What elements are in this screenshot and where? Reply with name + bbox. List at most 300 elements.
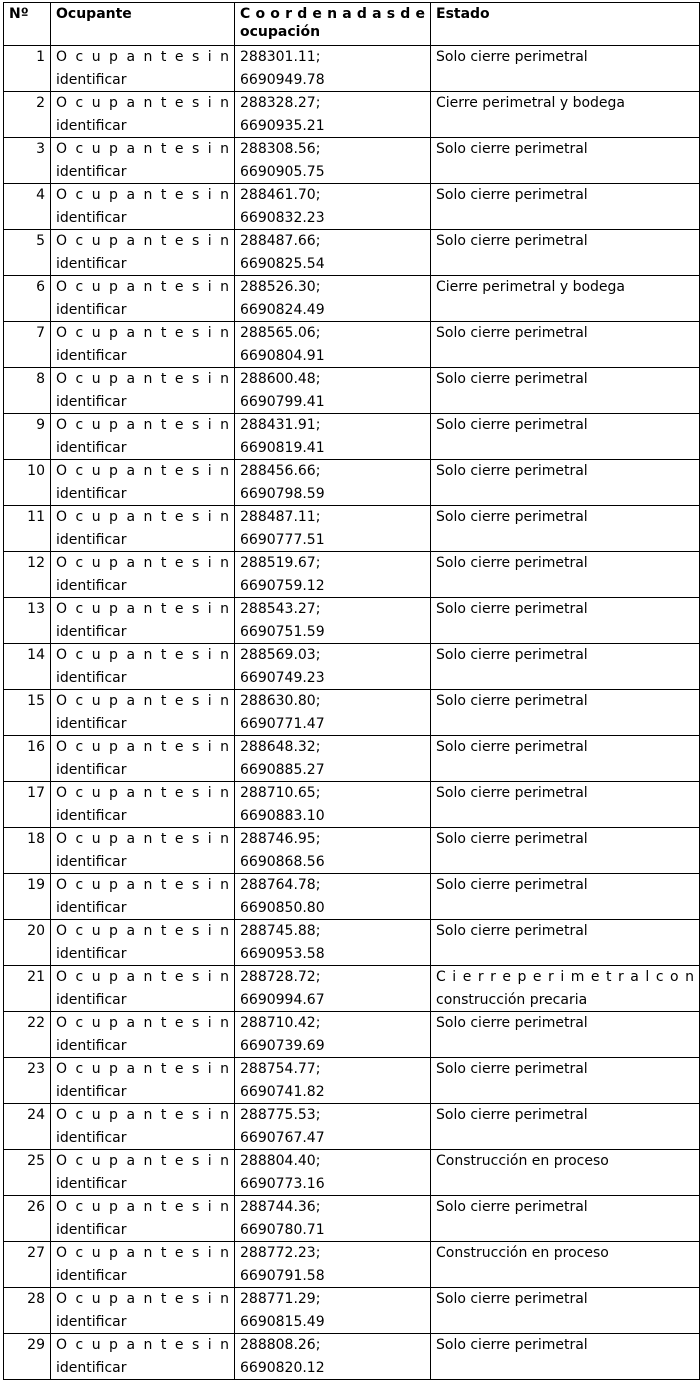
- occupant-line2: identificar: [56, 1221, 127, 1238]
- occupant-line2: identificar: [56, 899, 127, 916]
- occupant-line1: O c u p a n t e s i n: [56, 831, 229, 847]
- row-state: [431, 322, 700, 368]
- row-number: 25: [4, 1150, 51, 1196]
- occupant-line1: O c u p a n t e s i n: [56, 739, 229, 755]
- row-occupant: [51, 920, 235, 966]
- occupant-line1: O c u p a n t e s i n: [56, 463, 229, 479]
- coordinate-x: 288526.30;: [240, 279, 321, 295]
- occupant-line1: O c u p a n t e s i n: [56, 1337, 229, 1353]
- row-number: 10: [4, 460, 51, 506]
- occupant-line2: identificar: [56, 853, 127, 870]
- table-row: [4, 46, 700, 92]
- occupant-line1: O c u p a n t e s i n: [56, 1061, 229, 1077]
- state-line1: Solo cierre perimetral: [436, 1107, 588, 1123]
- coordinate-y: 6690759.12: [240, 577, 325, 594]
- occupant-line1: O c u p a n t e s i n: [56, 1107, 229, 1123]
- row-state: [431, 1104, 700, 1150]
- row-state: [431, 92, 700, 138]
- occupant-line2: identificar: [56, 301, 127, 318]
- occupant-line1: O c u p a n t e s i n: [56, 601, 229, 617]
- state-line1: Solo cierre perimetral: [436, 555, 588, 571]
- coordinate-x: 288431.91;: [240, 417, 321, 433]
- coordinate-x: 288710.42;: [240, 1015, 321, 1031]
- coordinate-y: 6690791.58: [240, 1267, 325, 1284]
- row-state: [431, 46, 700, 92]
- header-state: Estado: [431, 3, 700, 46]
- occupant-line1: O c u p a n t e s i n: [56, 1245, 229, 1261]
- row-number: 20: [4, 920, 51, 966]
- table-row: [4, 1058, 700, 1104]
- row-occupant: [51, 690, 235, 736]
- occupant-line2: identificar: [56, 255, 127, 272]
- row-state: [431, 506, 700, 552]
- coordinate-x: 288565.06;: [240, 325, 321, 341]
- occupant-line2: identificar: [56, 117, 127, 134]
- row-number: 27: [4, 1242, 51, 1288]
- occupant-line2: identificar: [56, 1313, 127, 1330]
- row-number: 3: [4, 138, 51, 184]
- row-state: [431, 782, 700, 828]
- state-line1: Solo cierre perimetral: [436, 325, 588, 341]
- coordinate-x: 288746.95;: [240, 831, 321, 847]
- coordinate-y: 6690850.80: [240, 899, 325, 916]
- state-line1: Solo cierre perimetral: [436, 739, 588, 755]
- row-occupant: [51, 322, 235, 368]
- row-number: 24: [4, 1104, 51, 1150]
- state-line1: Solo cierre perimetral: [436, 187, 588, 203]
- coordinate-x: 288775.53;: [240, 1107, 321, 1123]
- table-row: [4, 1012, 700, 1058]
- row-number: 1: [4, 46, 51, 92]
- row-state: [431, 138, 700, 184]
- row-number: 9: [4, 414, 51, 460]
- occupant-line1: O c u p a n t e s i n: [56, 141, 229, 157]
- table-row: [4, 460, 700, 506]
- coordinate-x: 288301.11;: [240, 49, 321, 65]
- row-occupant: [51, 1058, 235, 1104]
- occupant-line2: identificar: [56, 1267, 127, 1284]
- row-occupant: [51, 828, 235, 874]
- coordinate-y: 6690885.27: [240, 761, 325, 778]
- coordinate-y: 6690799.41: [240, 393, 325, 410]
- row-state: [431, 368, 700, 414]
- state-line1: Solo cierre perimetral: [436, 463, 588, 479]
- table-row: [4, 966, 700, 1012]
- coordinate-y: 6690767.47: [240, 1129, 325, 1146]
- row-occupant: [51, 966, 235, 1012]
- state-line1: Solo cierre perimetral: [436, 1337, 588, 1353]
- coordinate-x: 288771.29;: [240, 1291, 321, 1307]
- row-coordinates: [235, 1196, 431, 1242]
- row-state: [431, 276, 700, 322]
- row-number: 16: [4, 736, 51, 782]
- row-number: 5: [4, 230, 51, 276]
- row-number: 21: [4, 966, 51, 1012]
- coordinate-x: 288764.78;: [240, 877, 321, 893]
- table-row: [4, 138, 700, 184]
- state-line1: Solo cierre perimetral: [436, 601, 588, 617]
- row-coordinates: [235, 598, 431, 644]
- row-state: [431, 1058, 700, 1104]
- occupants-table: [3, 2, 700, 1380]
- row-state: [431, 230, 700, 276]
- row-number: 29: [4, 1334, 51, 1380]
- table-row: [4, 920, 700, 966]
- row-number: 18: [4, 828, 51, 874]
- state-line1: Solo cierre perimetral: [436, 877, 588, 893]
- occupant-line2: identificar: [56, 669, 127, 686]
- state-line1: Solo cierre perimetral: [436, 647, 588, 663]
- coordinate-x: 288328.27;: [240, 95, 321, 111]
- coordinate-x: 288461.70;: [240, 187, 321, 203]
- coordinate-x: 288745.88;: [240, 923, 321, 939]
- state-line1: Cierre perimetral y bodega: [436, 279, 626, 295]
- table-row: [4, 1288, 700, 1334]
- coordinate-x: 288744.36;: [240, 1199, 321, 1215]
- row-state: [431, 1242, 700, 1288]
- row-state: [431, 1012, 700, 1058]
- row-state: [431, 1288, 700, 1334]
- state-line1: Solo cierre perimetral: [436, 1199, 588, 1215]
- occupant-line2: identificar: [56, 945, 127, 962]
- table-row: [4, 1196, 700, 1242]
- row-occupant: [51, 46, 235, 92]
- coordinate-y: 6690777.51: [240, 531, 325, 548]
- row-occupant: [51, 1104, 235, 1150]
- row-coordinates: [235, 92, 431, 138]
- row-coordinates: [235, 552, 431, 598]
- coordinate-x: 288543.27;: [240, 601, 321, 617]
- row-number: 17: [4, 782, 51, 828]
- occupant-line1: O c u p a n t e s i n: [56, 969, 229, 985]
- table-row: [4, 368, 700, 414]
- row-number: 15: [4, 690, 51, 736]
- coordinate-y: 6690739.69: [240, 1037, 325, 1054]
- occupant-line1: O c u p a n t e s i n: [56, 1291, 229, 1307]
- occupant-line2: identificar: [56, 807, 127, 824]
- state-line1: Solo cierre perimetral: [436, 831, 588, 847]
- row-number: 7: [4, 322, 51, 368]
- occupant-line2: identificar: [56, 1037, 127, 1054]
- table-body: [4, 46, 700, 1380]
- coordinate-y: 6690883.10: [240, 807, 325, 824]
- occupant-line2: identificar: [56, 71, 127, 88]
- occupant-line2: identificar: [56, 209, 127, 226]
- coordinate-y: 6690825.54: [240, 255, 325, 272]
- table-row: [4, 598, 700, 644]
- coordinate-x: 288456.66;: [240, 463, 321, 479]
- state-line1: Construcción en proceso: [436, 1153, 609, 1169]
- coordinate-x: 288600.48;: [240, 371, 321, 387]
- row-state: [431, 874, 700, 920]
- coordinate-x: 288804.40;: [240, 1153, 321, 1169]
- state-line1: Solo cierre perimetral: [436, 141, 588, 157]
- table-row: [4, 414, 700, 460]
- occupant-line2: identificar: [56, 623, 127, 640]
- table-row: [4, 230, 700, 276]
- row-state: [431, 1334, 700, 1380]
- coordinate-y: 6690994.67: [240, 991, 325, 1008]
- table-row: [4, 184, 700, 230]
- state-line1: Solo cierre perimetral: [436, 49, 588, 65]
- row-coordinates: [235, 46, 431, 92]
- state-line1: Solo cierre perimetral: [436, 1015, 588, 1031]
- row-state: [431, 1150, 700, 1196]
- coordinate-x: 288487.66;: [240, 233, 321, 249]
- row-coordinates: [235, 920, 431, 966]
- table-row: [4, 690, 700, 736]
- row-occupant: [51, 1150, 235, 1196]
- row-coordinates: [235, 138, 431, 184]
- occupant-line2: identificar: [56, 1129, 127, 1146]
- table-row: [4, 506, 700, 552]
- table-row: [4, 782, 700, 828]
- row-number: 28: [4, 1288, 51, 1334]
- row-state: [431, 552, 700, 598]
- state-line1: Solo cierre perimetral: [436, 693, 588, 709]
- row-coordinates: [235, 874, 431, 920]
- row-occupant: [51, 1242, 235, 1288]
- occupant-line1: O c u p a n t e s i n: [56, 509, 229, 525]
- row-coordinates: [235, 368, 431, 414]
- occupant-line2: identificar: [56, 991, 127, 1008]
- coordinate-y: 6690820.12: [240, 1359, 325, 1376]
- occupant-line1: O c u p a n t e s i n: [56, 233, 229, 249]
- row-state: [431, 414, 700, 460]
- row-state: [431, 598, 700, 644]
- occupant-line2: identificar: [56, 163, 127, 180]
- row-occupant: [51, 368, 235, 414]
- occupant-line2: identificar: [56, 715, 127, 732]
- row-coordinates: [235, 414, 431, 460]
- occupant-line2: identificar: [56, 1175, 127, 1192]
- row-coordinates: [235, 460, 431, 506]
- occupant-line2: identificar: [56, 1359, 127, 1376]
- occupant-line2: identificar: [56, 439, 127, 456]
- table-row: [4, 736, 700, 782]
- coordinate-x: 288710.65;: [240, 785, 321, 801]
- row-occupant: [51, 874, 235, 920]
- row-occupant: [51, 414, 235, 460]
- row-occupant: [51, 782, 235, 828]
- table-row: [4, 1150, 700, 1196]
- row-number: 23: [4, 1058, 51, 1104]
- state-line2: construcción precaria: [436, 991, 588, 1008]
- coordinate-y: 6690741.82: [240, 1083, 325, 1100]
- row-coordinates: [235, 782, 431, 828]
- coordinate-x: 288569.03;: [240, 647, 321, 663]
- row-number: 22: [4, 1012, 51, 1058]
- state-line1: Solo cierre perimetral: [436, 371, 588, 387]
- row-occupant: [51, 598, 235, 644]
- row-state: [431, 460, 700, 506]
- coordinate-y: 6690773.16: [240, 1175, 325, 1192]
- coordinate-y: 6690832.23: [240, 209, 325, 226]
- row-occupant: [51, 644, 235, 690]
- coordinate-x: 288648.32;: [240, 739, 321, 755]
- row-occupant: [51, 92, 235, 138]
- occupant-line1: O c u p a n t e s i n: [56, 95, 229, 111]
- row-coordinates: [235, 1288, 431, 1334]
- state-line1: Solo cierre perimetral: [436, 509, 588, 525]
- row-number: 26: [4, 1196, 51, 1242]
- occupant-line1: O c u p a n t e s i n: [56, 1199, 229, 1215]
- header-number: Nº: [4, 3, 51, 46]
- row-number: 12: [4, 552, 51, 598]
- row-coordinates: [235, 828, 431, 874]
- occupant-line2: identificar: [56, 761, 127, 778]
- occupant-line2: identificar: [56, 485, 127, 502]
- occupant-line1: O c u p a n t e s i n: [56, 785, 229, 801]
- row-coordinates: [235, 1012, 431, 1058]
- occupant-line1: O c u p a n t e s i n: [56, 49, 229, 65]
- coordinate-y: 6690751.59: [240, 623, 325, 640]
- row-number: 14: [4, 644, 51, 690]
- state-line1: Solo cierre perimetral: [436, 233, 588, 249]
- row-occupant: [51, 506, 235, 552]
- row-coordinates: [235, 184, 431, 230]
- row-number: 2: [4, 92, 51, 138]
- row-occupant: [51, 184, 235, 230]
- occupant-line2: identificar: [56, 577, 127, 594]
- row-coordinates: [235, 736, 431, 782]
- state-line1: C i e r r e p e r i m e t r a l c o n: [436, 969, 694, 985]
- header-coordinates: [235, 3, 431, 46]
- coordinate-y: 6690749.23: [240, 669, 325, 686]
- row-coordinates: [235, 322, 431, 368]
- coordinate-y: 6690771.47: [240, 715, 325, 732]
- occupant-line2: identificar: [56, 1083, 127, 1100]
- state-line1: Solo cierre perimetral: [436, 1291, 588, 1307]
- row-occupant: [51, 138, 235, 184]
- coordinate-y: 6690868.56: [240, 853, 325, 870]
- row-state: [431, 828, 700, 874]
- state-line1: Construcción en proceso: [436, 1245, 609, 1261]
- header-occupant: Ocupante: [51, 3, 235, 46]
- table-row: [4, 1104, 700, 1150]
- row-occupant: [51, 552, 235, 598]
- coordinate-x: 288308.56;: [240, 141, 321, 157]
- coordinate-y: 6690798.59: [240, 485, 325, 502]
- occupant-line1: O c u p a n t e s i n: [56, 371, 229, 387]
- coordinate-y: 6690815.49: [240, 1313, 325, 1330]
- row-number: 13: [4, 598, 51, 644]
- row-coordinates: [235, 1242, 431, 1288]
- coordinate-x: 288519.67;: [240, 555, 321, 571]
- state-line1: Solo cierre perimetral: [436, 417, 588, 433]
- header-coordinates-line1: C o o r d e n a d a s d e: [240, 6, 425, 22]
- row-number: 11: [4, 506, 51, 552]
- table-row: [4, 1334, 700, 1380]
- occupant-line1: O c u p a n t e s i n: [56, 693, 229, 709]
- row-coordinates: [235, 1104, 431, 1150]
- row-coordinates: [235, 1058, 431, 1104]
- row-coordinates: [235, 966, 431, 1012]
- table-row: [4, 828, 700, 874]
- row-number: 4: [4, 184, 51, 230]
- row-coordinates: [235, 1150, 431, 1196]
- row-coordinates: [235, 276, 431, 322]
- row-occupant: [51, 1196, 235, 1242]
- row-occupant: [51, 1334, 235, 1380]
- occupant-line1: O c u p a n t e s i n: [56, 923, 229, 939]
- row-coordinates: [235, 690, 431, 736]
- occupant-line2: identificar: [56, 393, 127, 410]
- row-occupant: [51, 1012, 235, 1058]
- row-coordinates: [235, 230, 431, 276]
- row-number: 8: [4, 368, 51, 414]
- row-state: [431, 920, 700, 966]
- row-state: [431, 736, 700, 782]
- table-header: [4, 3, 700, 46]
- table-row: [4, 92, 700, 138]
- occupant-line1: O c u p a n t e s i n: [56, 1015, 229, 1031]
- row-occupant: [51, 460, 235, 506]
- coordinate-y: 6690824.49: [240, 301, 325, 318]
- occupant-line2: identificar: [56, 347, 127, 364]
- row-state: [431, 966, 700, 1012]
- table-row: [4, 1242, 700, 1288]
- occupant-line2: identificar: [56, 531, 127, 548]
- header-row: [4, 3, 700, 46]
- table-row: [4, 644, 700, 690]
- coordinate-x: 288754.77;: [240, 1061, 321, 1077]
- occupant-line1: O c u p a n t e s i n: [56, 187, 229, 203]
- coordinate-y: 6690949.78: [240, 71, 325, 88]
- table-row: [4, 552, 700, 598]
- coordinate-y: 6690819.41: [240, 439, 325, 456]
- row-state: [431, 690, 700, 736]
- row-coordinates: [235, 1334, 431, 1380]
- state-line1: Solo cierre perimetral: [436, 1061, 588, 1077]
- occupant-line1: O c u p a n t e s i n: [56, 417, 229, 433]
- state-line1: Solo cierre perimetral: [436, 923, 588, 939]
- table-row: [4, 276, 700, 322]
- coordinate-x: 288630.80;: [240, 693, 321, 709]
- coordinate-y: 6690780.71: [240, 1221, 325, 1238]
- row-coordinates: [235, 644, 431, 690]
- table-row: [4, 322, 700, 368]
- state-line1: Solo cierre perimetral: [436, 785, 588, 801]
- coordinate-y: 6690953.58: [240, 945, 325, 962]
- row-occupant: [51, 736, 235, 782]
- coordinate-x: 288728.72;: [240, 969, 321, 985]
- occupant-line1: O c u p a n t e s i n: [56, 279, 229, 295]
- header-coordinates-line2: ocupación: [240, 24, 321, 40]
- occupant-line1: O c u p a n t e s i n: [56, 877, 229, 893]
- row-state: [431, 184, 700, 230]
- row-state: [431, 644, 700, 690]
- row-occupant: [51, 276, 235, 322]
- coordinate-x: 288487.11;: [240, 509, 321, 525]
- table-row: [4, 874, 700, 920]
- occupant-line1: O c u p a n t e s i n: [56, 555, 229, 571]
- row-coordinates: [235, 506, 431, 552]
- row-state: [431, 1196, 700, 1242]
- row-number: 6: [4, 276, 51, 322]
- occupant-line1: O c u p a n t e s i n: [56, 1153, 229, 1169]
- occupant-line1: O c u p a n t e s i n: [56, 325, 229, 341]
- coordinate-y: 6690804.91: [240, 347, 325, 364]
- row-occupant: [51, 230, 235, 276]
- coordinate-x: 288808.26;: [240, 1337, 321, 1353]
- row-occupant: [51, 1288, 235, 1334]
- row-number: 19: [4, 874, 51, 920]
- state-line1: Cierre perimetral y bodega: [436, 95, 626, 111]
- coordinate-y: 6690905.75: [240, 163, 325, 180]
- coordinate-y: 6690935.21: [240, 117, 325, 134]
- coordinate-x: 288772.23;: [240, 1245, 321, 1261]
